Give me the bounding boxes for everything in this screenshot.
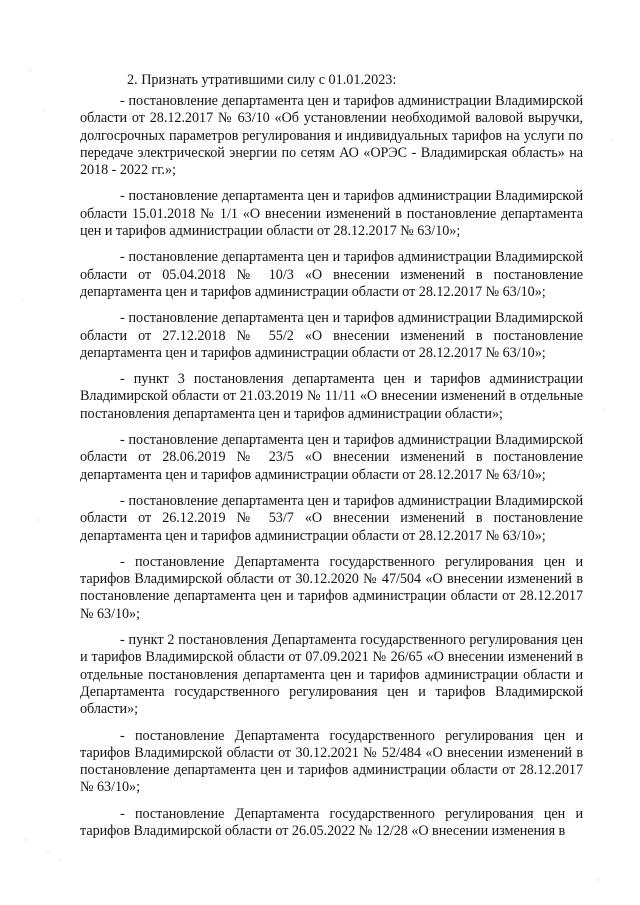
repealed-item-3: - постановление департамента цен и тарифов администрации Владимирской области от 05.04.2018 № 10/3 «О внесении изменений в постановление департамента цен и тарифов администрации области от 28.12.2017 № 63/10»; xyxy=(80,249,583,300)
repealed-item-7: - постановление департамента цен и тарифов администрации Владимирской области от 26.12.2019 № 53/7 «О внесении изменений в постановление департамента цен и тарифов администрации области от 28.12.2017 № 63/10»; xyxy=(80,492,583,544)
repealed-item-5: - пункт 3 постановления департамента цен и тарифов администрации Владимирской области от 21.03.2019 № 11/11 «О внесении изменений в отдельные постановления департамента цен и тарифов администрации области»; xyxy=(80,371,583,422)
repealed-item-9: - пункт 2 постановления Департамента государственного регулирования цен и тарифов Владимирской области от 07.09.2021 № 26/65 «О внесении изменений в отдельные постановления департамента цен и тарифов администрации области и Департамента государственного регулирования цен и тарифов Владимирской области»; xyxy=(80,632,583,718)
repealed-item-1: - постановление департамента цен и тарифов администрации Владимирской области от 28.12.2017 № 63/10 «Об установлении необходимой валовой выручки, долгосрочных параметров регулирования и индивидуальных тарифов на услуги по передаче электрической энергии по сетям АО «ОРЭС - Владимирская область» на 2018 - 2022 гг.»; xyxy=(80,93,583,179)
repealed-item-11: - постановление Департамента государственного регулирования цен и тарифов Владимирской области от 26.05.2022 № 12/28 «О внесении изменения в xyxy=(80,805,583,839)
section-heading: 2. Признать утратившими силу с 01.01.2023: xyxy=(127,72,397,88)
repealed-item-4: - постановление департамента цен и тарифов администрации Владимирской области от 27.12.2018 № 55/2 «О внесении изменений в постановление департамента цен и тарифов администрации области от 28.12.2017 № 63/10»; xyxy=(80,310,583,361)
repealed-item-10: - постановление Департамента государственного регулирования цен и тарифов Владимирской области от 30.12.2021 № 52/484 «О внесении изменений в постановление департамента цен и тарифов администрации области от 28.12.2017 № 63/10»; xyxy=(80,727,583,796)
document-body xyxy=(80,71,583,849)
repealed-item-2: - постановление департамента цен и тарифов администрации Владимирской области 15.01.2018 № 1/1 «О внесении изменений в постановление департамента цен и тарифов администрации области от 28.12.2017 № 63/10»; xyxy=(80,188,583,240)
repealed-item-8: - постановление Департамента государственного регулирования цен и тарифов Владимирской области от 30.12.2020 № 47/504 «О внесении изменений в постановление департамента цен и тарифов администрации области от 28.12.2017 № 63/10»; xyxy=(80,553,583,622)
repealed-item-6: - постановление департамента цен и тарифов администрации Владимирской области от 28.06.2019 № 23/5 «О внесении изменений в постановление департамента цен и тарифов администрации области от 28.12.2017 № 63/10»; xyxy=(80,432,583,483)
